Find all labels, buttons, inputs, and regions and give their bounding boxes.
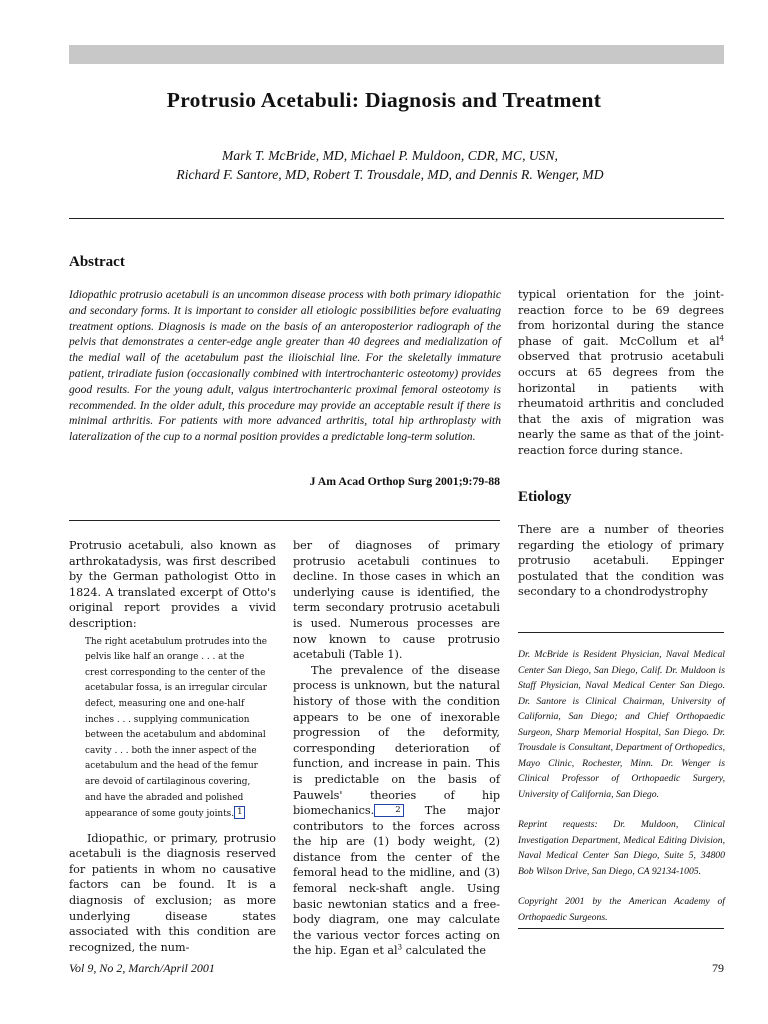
intro-paragraph: Protrusio acetabuli, also known as arthrokatadysis, was first described by the German pathologist Otto in 1824. A translated excerpt of Otto's original report provides a vivid description: bbox=[69, 539, 276, 630]
author-list bbox=[0, 146, 768, 184]
abstract-text: Idiopathic protrusio acetabuli is an uncommon disease process with both primary idiopathic and secondary forms. It is important to consider all etiologic possibilities before evaluating treatment options. Diagnosis is made on the basis of an anteroposterior radiograph of the pelvis that demonstrates a center-edge angle greater than 40 degrees and medialization of the medial wall of the acetabulum past the ilioischial line. For the skeletally immature patient, triradiate fusion (occasionally combined with intertrochanteric osteotomy) provides good results. For the young adult, valgus intertrochanteric proximal femoral osteotomy is recommended. In the older adult, this procedure may provide an acceptable result if there is minimal arthritis. For patients with more advanced arthritis, total hip arthroplasty with lateralization of the cup to a normal position provides a predictable long-term solution. bbox=[69, 288, 501, 444]
secondary-paragraph: ber of diagnoses of primary protrusio acetabuli continues to decline. In those cases in which an underlying cause is identified, the term secondary protrusio acetabuli is used. Numerous processes are now known to cause protrusio acetabuli (Table 1). bbox=[293, 539, 500, 662]
reference-4: 4 bbox=[719, 334, 724, 343]
body-column-3-etiology bbox=[518, 522, 724, 600]
authors-line-1: Mark T. McBride, MD, Michael P. Muldoon, CDR, MC, USN, bbox=[222, 148, 558, 163]
affiliation-text: Dr. McBride is Resident Physician, Naval Medical Center San Diego, San Diego, Calif. Dr. Muldoon is Staff Physician, Naval Medical Center San Diego. Dr. Santore is Clinical Chairman, University of California, San Diego; and Chief Orthopaedic Surgeon, Sharp Memorial Hospital, San Diego. Dr. Trousdale is Consultant, Department of Orthopedics, Mayo Clinic, Rochester, Minn. Dr. Wenger is Clinical Professor of Orthopaedic Surgery, University of California, San Diego. bbox=[518, 649, 725, 800]
header-bar bbox=[69, 45, 724, 64]
otto-quote bbox=[85, 635, 268, 823]
authors-line-2: Richard F. Santore, MD, Robert T. Trousdale, MD, and Dennis R. Wenger, MD bbox=[176, 167, 604, 182]
body-column-1 bbox=[69, 538, 276, 955]
body-column-2 bbox=[293, 538, 500, 959]
reference-link-2[interactable]: 2 bbox=[374, 804, 403, 817]
page-number: 79 bbox=[712, 961, 724, 975]
quote-text: The right acetabulum protrudes into the pelvis like half an orange . . . at the crest corresponding to the center of the acetabular fossa, is an irregular circular defect, measuring one and one-half inches . . . supplying communication between the acetabulum and abdominal cavity . . . both the inner aspect of the acetabulum and the head of the femur are devoid of cartilaginous covering, and have the abraded and polished appearance of some gouty joints. bbox=[85, 636, 268, 820]
idiopathic-paragraph: Idiopathic, or primary, protrusio acetabuli is the diagnosis reserved for patients in whom no causative factors can be found. It is a diagnosis of exclusion; as more underlying disease states associated with this condition are recognized, the num- bbox=[69, 831, 276, 954]
prevalence-text-a: The prevalence of the disease process is unknown, but the natural history of those with the condition appears to be one of inexorable progression of the deformity, corresponding deterioration of function, and increase in pain. This is predictable on the basis of Pauwels' theories of hip biomechanics. bbox=[293, 663, 500, 818]
abstract-heading: Abstract bbox=[69, 254, 125, 270]
joint-reaction-text-a: typical orientation for the joint-reaction force to be 69 degrees from horizontal during the stance phase of gait. McCollum et al bbox=[518, 288, 724, 348]
joint-reaction-text-b: observed that protrusio acetabuli occurs at 65 degrees from the horizontal in patients with rheumatoid arthritis and concluded that the axis of migration was nearly the same as that of the joint-reaction force during stance. bbox=[518, 350, 724, 457]
reference-link-1[interactable]: 1 bbox=[234, 806, 245, 819]
author-affiliations bbox=[518, 647, 725, 940]
reprint-requests: Reprint requests: Dr. Muldoon, Clinical Investigation Department, Medical Editing Division, Naval Medical Center San Diego, Suite 5, 34800 Bob Wilson Drive, San Diego, CA 92134-1005. bbox=[518, 819, 725, 877]
prevalence-text-c: calculated the bbox=[402, 944, 487, 958]
body-column-3-top bbox=[518, 287, 724, 459]
journal-issue: Vol 9, No 2, March/April 2001 bbox=[69, 961, 215, 975]
etiology-paragraph: There are a number of theories regarding the etiology of primary protrusio acetabuli. Eppinger postulated that the condition was secondary to a chondrodystrophy bbox=[518, 523, 724, 599]
abstract-divider bbox=[69, 520, 500, 521]
reference-3: 3 bbox=[397, 943, 403, 952]
copyright-notice: Copyright 2001 by the American Academy of Orthopaedic Surgeons. bbox=[518, 896, 725, 923]
article-title: Protrusio Acetabuli: Diagnosis and Treatment bbox=[166, 88, 602, 112]
prevalence-paragraph bbox=[293, 663, 500, 959]
title-divider bbox=[69, 218, 724, 219]
joint-reaction-paragraph bbox=[518, 287, 724, 459]
prevalence-text-b: The major contributors to the forces across the hip are (1) body weight, (2) distance from the center of the femoral head to the midline, and (3) femoral neck-shaft angle. Using basic newtonian statics and a free-body diagram, one may calculate the various vector forces acting on the hip. Egan et al bbox=[293, 804, 500, 958]
affiliation-divider-bottom bbox=[518, 928, 724, 929]
etiology-heading: Etiology bbox=[518, 489, 572, 505]
affiliation-divider-top bbox=[518, 632, 724, 633]
journal-citation: J Am Acad Orthop Surg 2001;9:79-88 bbox=[309, 474, 500, 488]
